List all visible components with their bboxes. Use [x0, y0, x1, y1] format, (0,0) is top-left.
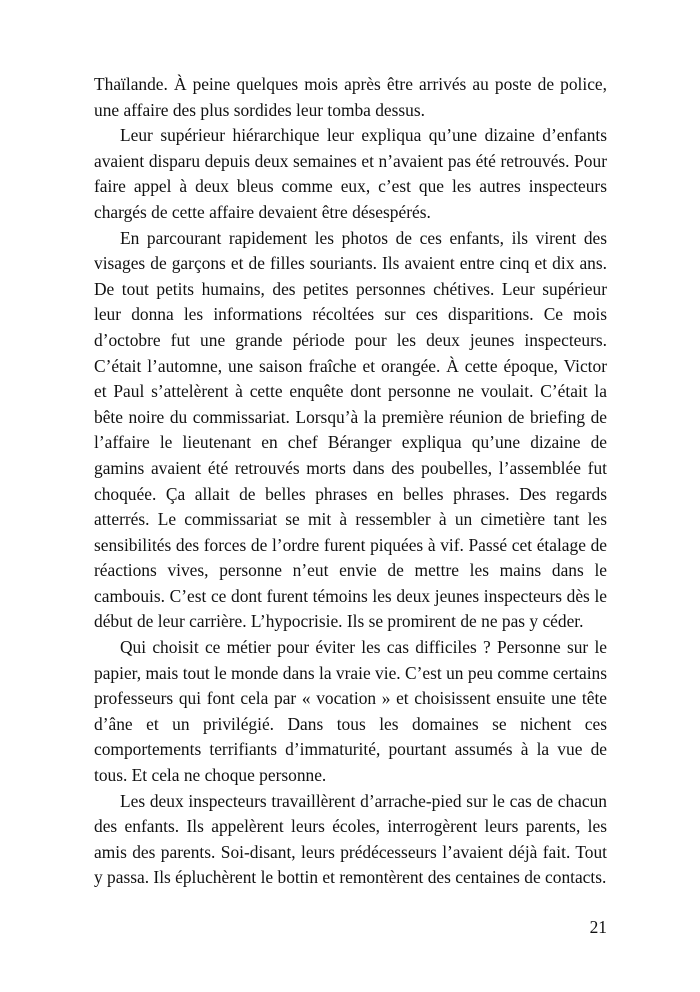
paragraph: Les deux inspecteurs travaillèrent d’arrache-pied sur le cas de chacun des enfants. Ils appelèrent leurs écoles, interrogèrent leurs parents, les amis des parents. Soi-disant, leurs prédécesseurs l’avaient déjà fait. Tout y passa. Ils épluchèrent le bottin et remontèrent des centaines de contacts. [94, 790, 607, 888]
paragraph: Leur supérieur hiérarchique leur expliqua qu’une dizaine d’enfants avaient disparu depuis deux semaines et n’avaient pas été retrouvés. Pour faire appel à deux bleus comme eux, c’est que les autres inspecteurs chargés de cette affaire devaient être désespérés. [94, 125, 607, 222]
paragraph: En parcourant rapidement les photos de ces enfants, ils virent des visages de garçons et de filles souriants. Ils avaient entre cinq et dix ans. De tout petits humains, des petites personnes chétives. Leur supérieur leur donna les informations récoltées sur ces disparitions. Ce mois d’octobre fut une grande période pour les deux jeunes inspecteurs. C’était l’automne, une saison fraîche et orangée. À cette époque, Victor et Paul s’attelèrent à cette enquête dont personne ne voulait. C’était la bête noire du commissariat. Lorsqu’à la première réunion de briefing de l’affaire le lieutenant en chef Béranger expliqua qu’une dizaine de gamins avaient été retrouvés morts dans des poubelles, l’assemblée fut choquée. Ça allait de belles phrases en belles phrases. Des regards atterrés. Le commissariat se mit à ressembler à un cimetière tant les sensibilités des forces de l’ordre furent piquées à vif. Passé cet étalage de réactions vives, personne n’eut envie de mettre les mains dans le cambouis. C’est ce dont furent témoins les deux jeunes inspecteurs dès le début de leur carrière. L’hypocrisie. Ils se promirent de ne pas y céder. [94, 227, 607, 632]
page-number: 21 [589, 917, 607, 937]
page-body [94, 72, 607, 891]
paragraph-continuation: Thaïlande. À peine quelques mois après être arrivés au poste de police, une affaire des plus sordides leur tomba dessus. [94, 74, 607, 120]
paragraph: Qui choisit ce métier pour éviter les cas difficiles ? Personne sur le papier, mais tout le monde dans la vraie vie. C’est un peu comme certains professeurs qui font cela par « vocation » et choisissent ensuite une tête d’âne et un privilégié. Dans tous les domaines se nichent ces comportements terrifiants d’immaturité, pourtant assumés à la vue de tous. Et cela ne choque personne. [94, 637, 607, 786]
